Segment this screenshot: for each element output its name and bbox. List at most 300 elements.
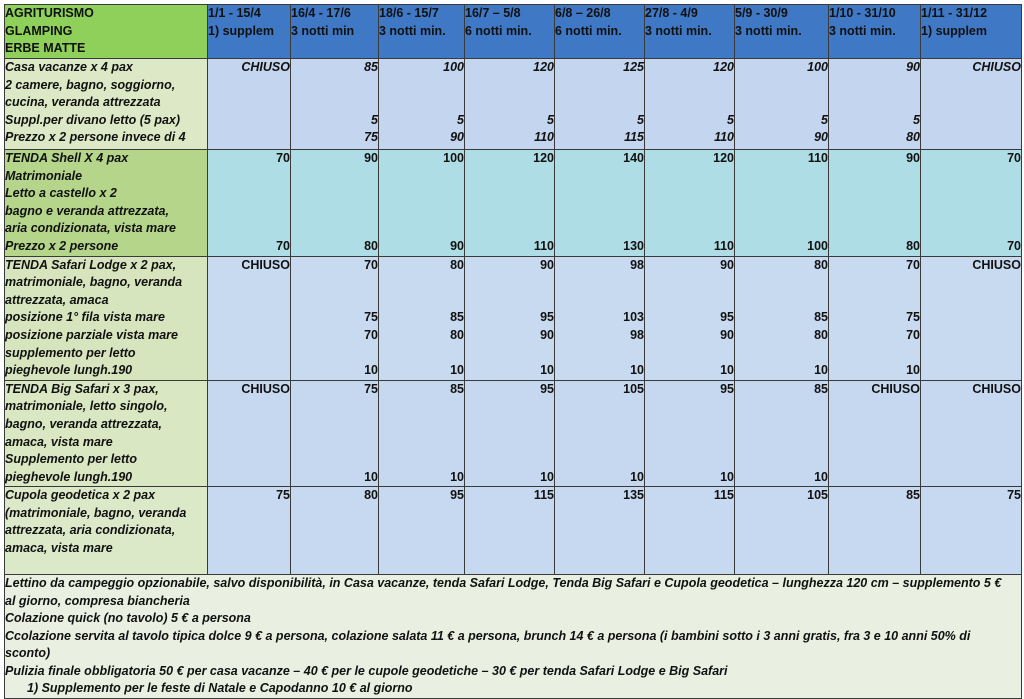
price-cell: [645, 380, 735, 487]
price-value: 75: [1007, 488, 1021, 503]
price-cell: [555, 487, 645, 575]
price-value: 5: [727, 112, 734, 127]
price-cell: [465, 380, 555, 487]
price-value: [208, 185, 290, 203]
price-value: 90: [450, 238, 464, 253]
price-value: [645, 94, 734, 112]
price-value: 85: [450, 310, 464, 325]
price-value: [208, 168, 290, 186]
price-value: 90: [720, 327, 734, 342]
price-value: [465, 398, 554, 416]
price-value: [829, 168, 920, 186]
description-line: Cupola geodetica x 2 pax: [5, 488, 156, 503]
description-line: matrimoniale, bagno, veranda: [5, 275, 183, 290]
price-value: [829, 451, 920, 469]
price-table: [4, 4, 1022, 699]
price-value: CHIUSO: [972, 257, 1021, 272]
description-line: bagno, veranda attrezzata,: [5, 416, 162, 431]
price-value: [921, 185, 1021, 203]
price-value: [291, 185, 378, 203]
price-value: 90: [720, 257, 734, 272]
price-value: 85: [906, 488, 920, 503]
header-row: [5, 5, 1022, 59]
price-value: 90: [364, 151, 378, 165]
price-value: [921, 327, 1021, 345]
price-value: 98: [630, 257, 644, 272]
price-value: [208, 327, 290, 345]
price-cell: [735, 150, 829, 257]
price-value: [829, 203, 920, 221]
price-value: [379, 168, 464, 186]
accommodation-row-safari-lodge: [5, 256, 1022, 380]
period-header: [291, 5, 379, 59]
price-value: 10: [814, 469, 828, 484]
price-cell: [921, 256, 1022, 380]
description-line: bagno e veranda attrezzata,: [5, 203, 169, 218]
price-value: [921, 203, 1021, 221]
description-line: supplemento per letto: [5, 345, 136, 360]
price-value: 10: [450, 469, 464, 484]
price-value: [465, 94, 554, 112]
room-description: [5, 487, 208, 575]
price-value: 80: [364, 488, 378, 503]
price-value: [921, 274, 1021, 292]
price-value: [829, 345, 920, 363]
price-value: 80: [450, 257, 464, 272]
price-value: 10: [630, 469, 644, 484]
price-value: [291, 434, 378, 452]
price-value: [208, 77, 290, 95]
description-line: posizione parziale vista mare: [5, 327, 178, 342]
price-value: [379, 220, 464, 238]
price-value: [208, 451, 290, 469]
price-value: [208, 292, 290, 310]
period-note: 3 notti min.: [829, 23, 896, 38]
price-value: [465, 77, 554, 95]
price-value: 90: [540, 327, 554, 342]
period-header: [921, 5, 1022, 59]
price-value: 10: [540, 363, 554, 378]
period-note: 6 notti min.: [465, 23, 532, 38]
price-value: [555, 398, 644, 416]
price-cell: [379, 487, 465, 575]
period-dates: 5/9 - 30/9: [735, 6, 788, 20]
price-value: [645, 220, 734, 238]
price-value: 90: [906, 60, 920, 74]
price-value: [921, 129, 1021, 147]
price-cell: [645, 256, 735, 380]
price-cell: [921, 487, 1022, 575]
price-value: [645, 185, 734, 203]
price-cell: [291, 59, 379, 150]
note-line: Pulizia finale obbligatoria 50 € per casa vacanze – 40 € per le cupole geodetiche – 30 € per tenda Safari Lodge e Big Safari: [5, 663, 728, 678]
accommodation-row-tenda-shell: [5, 150, 1022, 257]
price-value: 110: [713, 238, 734, 253]
price-value: [465, 345, 554, 363]
price-value: [465, 220, 554, 238]
price-value: 100: [443, 60, 464, 74]
price-value: CHIUSO: [241, 381, 290, 396]
price-value: 90: [906, 151, 920, 165]
title-line: GLAMPING: [5, 23, 73, 38]
price-value: [829, 434, 920, 452]
price-value: [555, 274, 644, 292]
price-value: 100: [807, 238, 828, 253]
period-header: [208, 5, 291, 59]
price-cell: [645, 150, 735, 257]
price-value: [379, 345, 464, 363]
period-note: 3 notti min.: [735, 23, 802, 38]
price-value: [208, 220, 290, 238]
price-value: [555, 185, 644, 203]
price-value: 70: [276, 238, 290, 253]
price-value: [291, 416, 378, 434]
note-line: al giorno, compresa biancheria: [5, 593, 190, 608]
price-value: 5: [457, 112, 464, 127]
price-value: 10: [814, 363, 828, 378]
price-value: [645, 203, 734, 221]
price-cell: [735, 59, 829, 150]
price-value: [208, 129, 290, 147]
price-value: 120: [713, 151, 734, 165]
price-cell: [921, 380, 1022, 487]
price-value: [829, 274, 920, 292]
price-cell: [465, 59, 555, 150]
price-value: [921, 220, 1021, 238]
price-value: 105: [623, 381, 644, 396]
price-cell: [645, 487, 735, 575]
price-cell: [555, 256, 645, 380]
price-value: [208, 94, 290, 112]
price-cell: [465, 487, 555, 575]
price-value: 85: [450, 381, 464, 396]
price-value: 75: [906, 310, 920, 325]
price-value: 98: [630, 327, 644, 342]
footnote: 1) Supplemento per le feste di Natale e Capodanno 10 € al giorno: [27, 681, 413, 696]
price-cell: [208, 380, 291, 487]
price-value: [829, 416, 920, 434]
price-value: 95: [450, 488, 464, 503]
price-value: [735, 292, 828, 310]
price-cell: [735, 256, 829, 380]
price-cell: [735, 487, 829, 575]
period-dates: 6/8 – 26/8: [555, 6, 611, 20]
price-value: 95: [540, 310, 554, 325]
price-value: [829, 77, 920, 95]
price-value: [465, 416, 554, 434]
price-value: [735, 398, 828, 416]
price-cell: [291, 150, 379, 257]
price-cell: [921, 59, 1022, 150]
price-value: 70: [364, 257, 378, 272]
price-value: 110: [714, 130, 734, 145]
price-value: 70: [1007, 151, 1021, 165]
price-value: 80: [906, 130, 920, 145]
period-dates: 27/8 - 4/9: [645, 6, 698, 20]
price-value: [379, 416, 464, 434]
price-cell: [208, 150, 291, 257]
price-value: 90: [450, 130, 464, 145]
price-value: [921, 345, 1021, 363]
price-value: 10: [450, 363, 464, 378]
price-value: [735, 185, 828, 203]
price-value: [645, 168, 734, 186]
description-line: matrimoniale, letto singolo,: [5, 399, 168, 414]
description-line: Suppl.per divano letto (5 pax): [5, 112, 181, 127]
period-dates: 16/4 - 17/6: [291, 6, 351, 20]
price-cell: [555, 380, 645, 487]
price-cell: [829, 59, 921, 150]
price-value: [645, 292, 734, 310]
description-line: Prezzo x 2 persone invece di 4: [5, 130, 186, 145]
price-value: [645, 345, 734, 363]
price-value: 70: [1007, 238, 1021, 253]
price-value: 70: [906, 327, 920, 342]
price-value: [921, 416, 1021, 434]
note-line: Ccolazione servita al tavolo tipica dolce 9 € a persona, colazione salata 11 € a persona, brunch 14 € a persona (i bambini sotto i 3 anni gratis, fra 3 e 10 anni 50% di: [5, 628, 971, 643]
price-value: [291, 451, 378, 469]
price-cell: [555, 59, 645, 150]
price-value: 10: [540, 469, 554, 484]
price-value: [291, 398, 378, 416]
period-dates: 1/11 - 31/12: [921, 6, 988, 20]
period-note: 3 notti min.: [379, 23, 446, 38]
price-value: 80: [364, 238, 378, 253]
price-value: [829, 292, 920, 310]
price-value: [291, 77, 378, 95]
price-cell: [379, 59, 465, 150]
price-value: 10: [720, 363, 734, 378]
price-value: 5: [821, 112, 828, 127]
price-value: [735, 94, 828, 112]
period-header: [465, 5, 555, 59]
description-line: TENDA Shell X 4 pax: [5, 151, 129, 165]
price-value: [921, 309, 1021, 327]
price-cell: [829, 487, 921, 575]
price-value: [735, 451, 828, 469]
price-value: [379, 451, 464, 469]
price-cell: [829, 150, 921, 257]
price-value: 75: [364, 310, 378, 325]
price-value: 5: [371, 112, 378, 127]
price-cell: [465, 256, 555, 380]
price-value: CHIUSO: [972, 381, 1021, 396]
price-value: 90: [540, 257, 554, 272]
price-value: [555, 168, 644, 186]
price-value: [465, 434, 554, 452]
price-value: [829, 220, 920, 238]
description-line: attrezzata, aria condizionata,: [5, 523, 176, 538]
description-line: Prezzo x 2 persone: [5, 238, 119, 253]
period-header: [379, 5, 465, 59]
price-cell: [555, 150, 645, 257]
accommodation-row-casa-vacanze: [5, 59, 1022, 150]
room-description: [5, 256, 208, 380]
price-value: 80: [814, 257, 828, 272]
price-value: 120: [533, 151, 554, 165]
price-value: [735, 203, 828, 221]
price-value: [645, 77, 734, 95]
price-cell: [465, 150, 555, 257]
price-value: [829, 185, 920, 203]
description-line: (matrimoniale, bagno, veranda: [5, 505, 187, 520]
price-value: 80: [814, 327, 828, 342]
price-value: [291, 274, 378, 292]
price-value: [208, 112, 290, 130]
price-value: [208, 398, 290, 416]
period-note: 3 notti min: [291, 23, 355, 38]
period-header: [829, 5, 921, 59]
description-line: amaca, vista mare: [5, 541, 113, 556]
price-value: [555, 203, 644, 221]
description-line: 2 camere, bagno, soggiorno,: [5, 77, 176, 92]
room-description: [5, 150, 208, 257]
price-value: [829, 94, 920, 112]
price-value: [645, 434, 734, 452]
description-line: amaca, vista mare: [5, 434, 113, 449]
note-line: Lettino da campeggio opzionabile, salvo disponibilità, in Casa vacanze, tenda Safari Lodge, Tenda Big Safari e Cupola geodetica – lunghezza 120 cm – supplemento 5 €: [5, 576, 1002, 591]
price-value: [829, 398, 920, 416]
price-value: [379, 292, 464, 310]
price-value: 70: [364, 327, 378, 342]
period-dates: 1/10 - 31/10: [829, 6, 896, 20]
price-value: [735, 274, 828, 292]
price-value: 85: [364, 60, 378, 74]
price-value: [921, 168, 1021, 186]
price-value: [555, 451, 644, 469]
price-value: 75: [364, 381, 378, 396]
price-value: [291, 94, 378, 112]
price-value: [379, 203, 464, 221]
price-cell: [735, 380, 829, 487]
price-cell: [208, 59, 291, 150]
price-value: 103: [623, 310, 644, 325]
price-value: 110: [533, 238, 554, 253]
price-value: [291, 292, 378, 310]
title-line: ERBE MATTE: [5, 41, 86, 56]
price-value: [291, 345, 378, 363]
price-cell: [379, 150, 465, 257]
price-value: 100: [807, 60, 828, 74]
price-value: 100: [443, 151, 464, 165]
period-note: 1) supplem: [921, 23, 987, 38]
price-value: 75: [364, 130, 378, 145]
price-value: 115: [624, 130, 644, 145]
price-value: [829, 469, 920, 487]
price-value: [208, 274, 290, 292]
price-value: 105: [807, 488, 828, 503]
price-value: 130: [623, 238, 644, 253]
period-header: [735, 5, 829, 59]
price-cell: [645, 59, 735, 150]
period-header: [645, 5, 735, 59]
description-line: TENDA Big Safari x 3 pax,: [5, 381, 159, 396]
price-value: [645, 416, 734, 434]
description-line: Matrimoniale: [5, 168, 83, 183]
description-line: aria condizionata, vista mare: [5, 221, 176, 236]
price-value: [645, 274, 734, 292]
price-value: [921, 292, 1021, 310]
price-value: [735, 345, 828, 363]
period-dates: 18/6 - 15/7: [379, 6, 439, 20]
price-value: [555, 220, 644, 238]
price-value: [921, 77, 1021, 95]
room-description: [5, 59, 208, 150]
farm-title: [5, 5, 208, 59]
price-value: [379, 77, 464, 95]
price-value: 10: [364, 469, 378, 484]
price-value: [921, 112, 1021, 130]
price-cell: [379, 256, 465, 380]
title-line: AGRITURISMO: [5, 6, 94, 20]
price-cell: [829, 256, 921, 380]
price-value: CHIUSO: [871, 381, 920, 396]
price-value: [208, 309, 290, 327]
price-value: [921, 434, 1021, 452]
price-value: [921, 469, 1021, 487]
price-value: [291, 220, 378, 238]
price-value: 70: [906, 257, 920, 272]
period-note: 1) supplem: [208, 23, 274, 38]
period-dates: 16/7 – 5/8: [465, 6, 521, 20]
price-value: 110: [807, 151, 828, 165]
notes-cell: [5, 575, 1022, 699]
description-line: pieghevole lungh.190: [5, 469, 133, 484]
notes-row: [5, 575, 1022, 699]
price-value: [645, 451, 734, 469]
description-line: Supplemento per letto: [5, 452, 137, 467]
price-value: 70: [276, 151, 290, 165]
price-cell: [921, 150, 1022, 257]
price-value: [465, 168, 554, 186]
price-value: 115: [533, 488, 554, 503]
accommodation-row-cupola: [5, 487, 1022, 575]
price-value: 80: [906, 238, 920, 253]
price-value: 110: [534, 130, 554, 145]
price-value: 95: [540, 381, 554, 396]
price-cell: [208, 256, 291, 380]
price-value: 95: [720, 381, 734, 396]
price-value: [921, 362, 1021, 380]
price-value: [555, 292, 644, 310]
period-header: [555, 5, 645, 59]
description-line: Letto a castello x 2: [5, 186, 117, 201]
price-value: [208, 362, 290, 380]
price-value: 5: [913, 112, 920, 127]
price-value: 135: [623, 488, 644, 503]
price-value: [735, 220, 828, 238]
price-value: [291, 168, 378, 186]
price-value: [735, 416, 828, 434]
price-value: [555, 94, 644, 112]
price-value: [921, 398, 1021, 416]
price-cell: [291, 380, 379, 487]
price-value: 10: [906, 363, 920, 378]
accommodation-row-big-safari: [5, 380, 1022, 487]
price-cell: [829, 380, 921, 487]
price-value: CHIUSO: [972, 60, 1021, 74]
price-cell: [208, 487, 291, 575]
price-value: 120: [533, 60, 554, 74]
period-dates: 1/1 - 15/4: [208, 6, 261, 20]
note-line: Colazione quick (no tavolo) 5 € a persona: [5, 611, 251, 626]
price-value: 80: [450, 327, 464, 342]
price-value: [208, 416, 290, 434]
price-value: 85: [814, 310, 828, 325]
price-value: [735, 434, 828, 452]
price-value: [921, 94, 1021, 112]
price-value: 10: [630, 363, 644, 378]
